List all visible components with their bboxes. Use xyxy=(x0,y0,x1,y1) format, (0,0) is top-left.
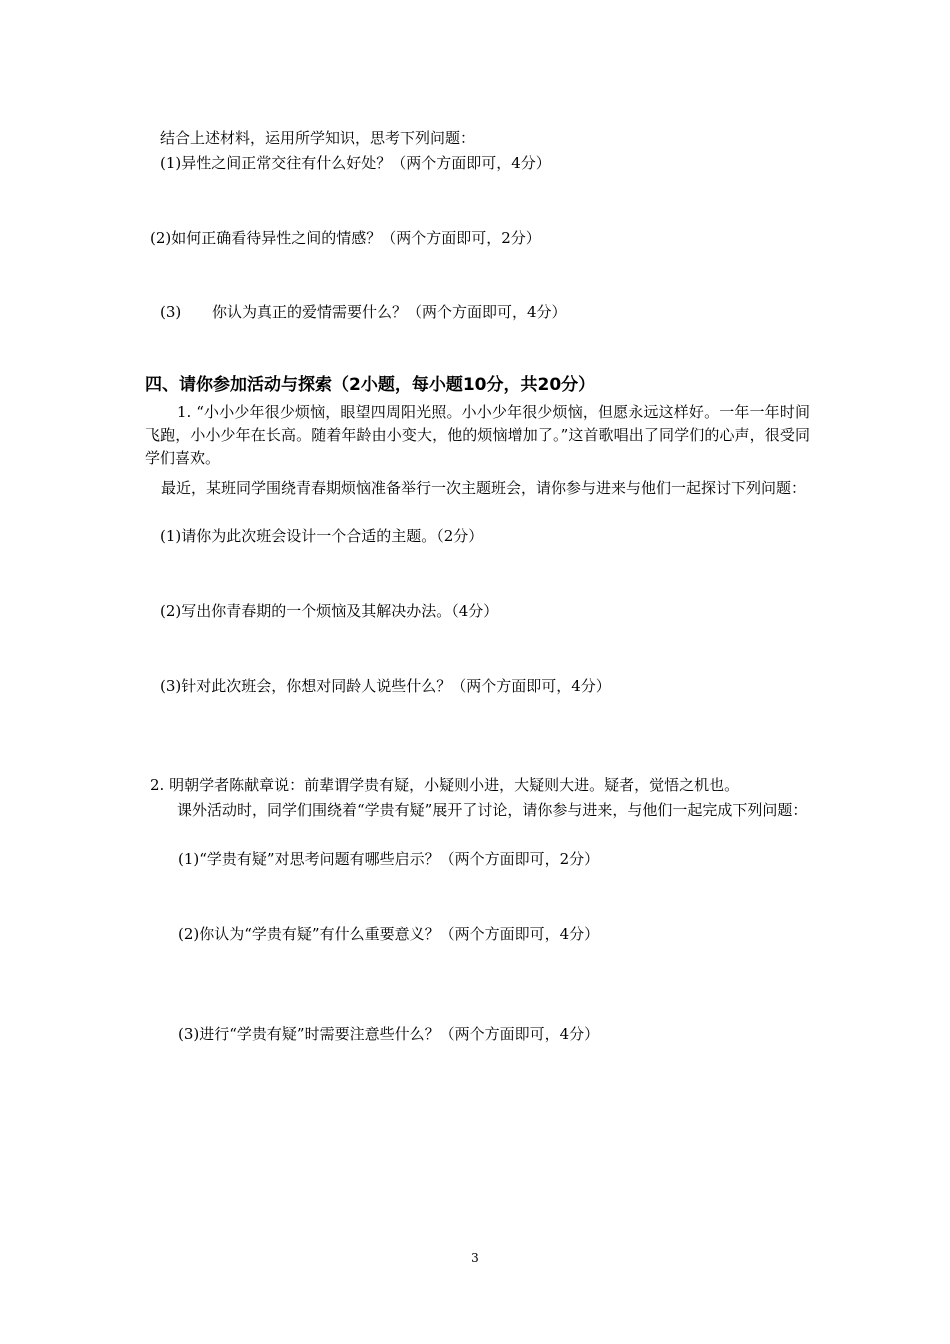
section3-question-1: (1)异性之间正常交往有什么好处？（两个方面即可，4分） xyxy=(160,154,551,172)
item1-material: 1. “小小少年很少烦恼，眼望四周阳光照。小小少年很少烦恼，但愿永远这样好。一年一年时间飞跑，小小少年在长高。随着年龄由小变大，他的烦恼增加了。”这首歌唱出了同学们的心声，很受同学们喜欢。 xyxy=(145,403,810,467)
item1-question-3: (3)针对此次班会，你想对同龄人说些什么？（两个方面即可，4分） xyxy=(160,677,611,695)
item1-context: 最近，某班同学围绕青春期烦恼准备举行一次主题班会，请你参与进来与他们一起探讨下列问题： xyxy=(161,479,807,497)
item2-question-2: (2)你认为“学贵有疑”有什么重要意义？（两个方面即可，4分） xyxy=(178,925,600,943)
item1-question-2: (2)写出你青春期的一个烦恼及其解决办法。（4分） xyxy=(160,602,499,620)
item2-material: 2. 明朝学者陈献章说：前辈谓学贵有疑，小疑则小进，大疑则大进。疑者，觉悟之机也。 xyxy=(150,776,740,794)
page-number: 3 xyxy=(471,1251,479,1265)
section3-intro: 结合上述材料，运用所学知识，思考下列问题： xyxy=(160,129,476,147)
section3-question-3-number: (3) xyxy=(160,303,182,321)
item2-context: 课外活动时，同学们围绕着“学贵有疑”展开了讨论，请你参与进来，与他们一起完成下列问题： xyxy=(177,801,808,819)
section4-heading: 四、请你参加活动与探索（2小题，每小题10分，共20分） xyxy=(145,375,596,395)
section3-question-2: (2)如何正确看待异性之间的情感？（两个方面即可，2分） xyxy=(150,229,541,247)
section3-question-3: 你认为真正的爱情需要什么？（两个方面即可，4分） xyxy=(212,303,567,321)
item1-question-1: (1)请你为此次班会设计一个合适的主题。（2分） xyxy=(160,527,484,545)
item2-question-3: (3)进行“学贵有疑”时需要注意些什么？（两个方面即可，4分） xyxy=(178,1025,600,1043)
item2-question-1: (1)“学贵有疑”对思考问题有哪些启示？（两个方面即可，2分） xyxy=(178,850,600,868)
